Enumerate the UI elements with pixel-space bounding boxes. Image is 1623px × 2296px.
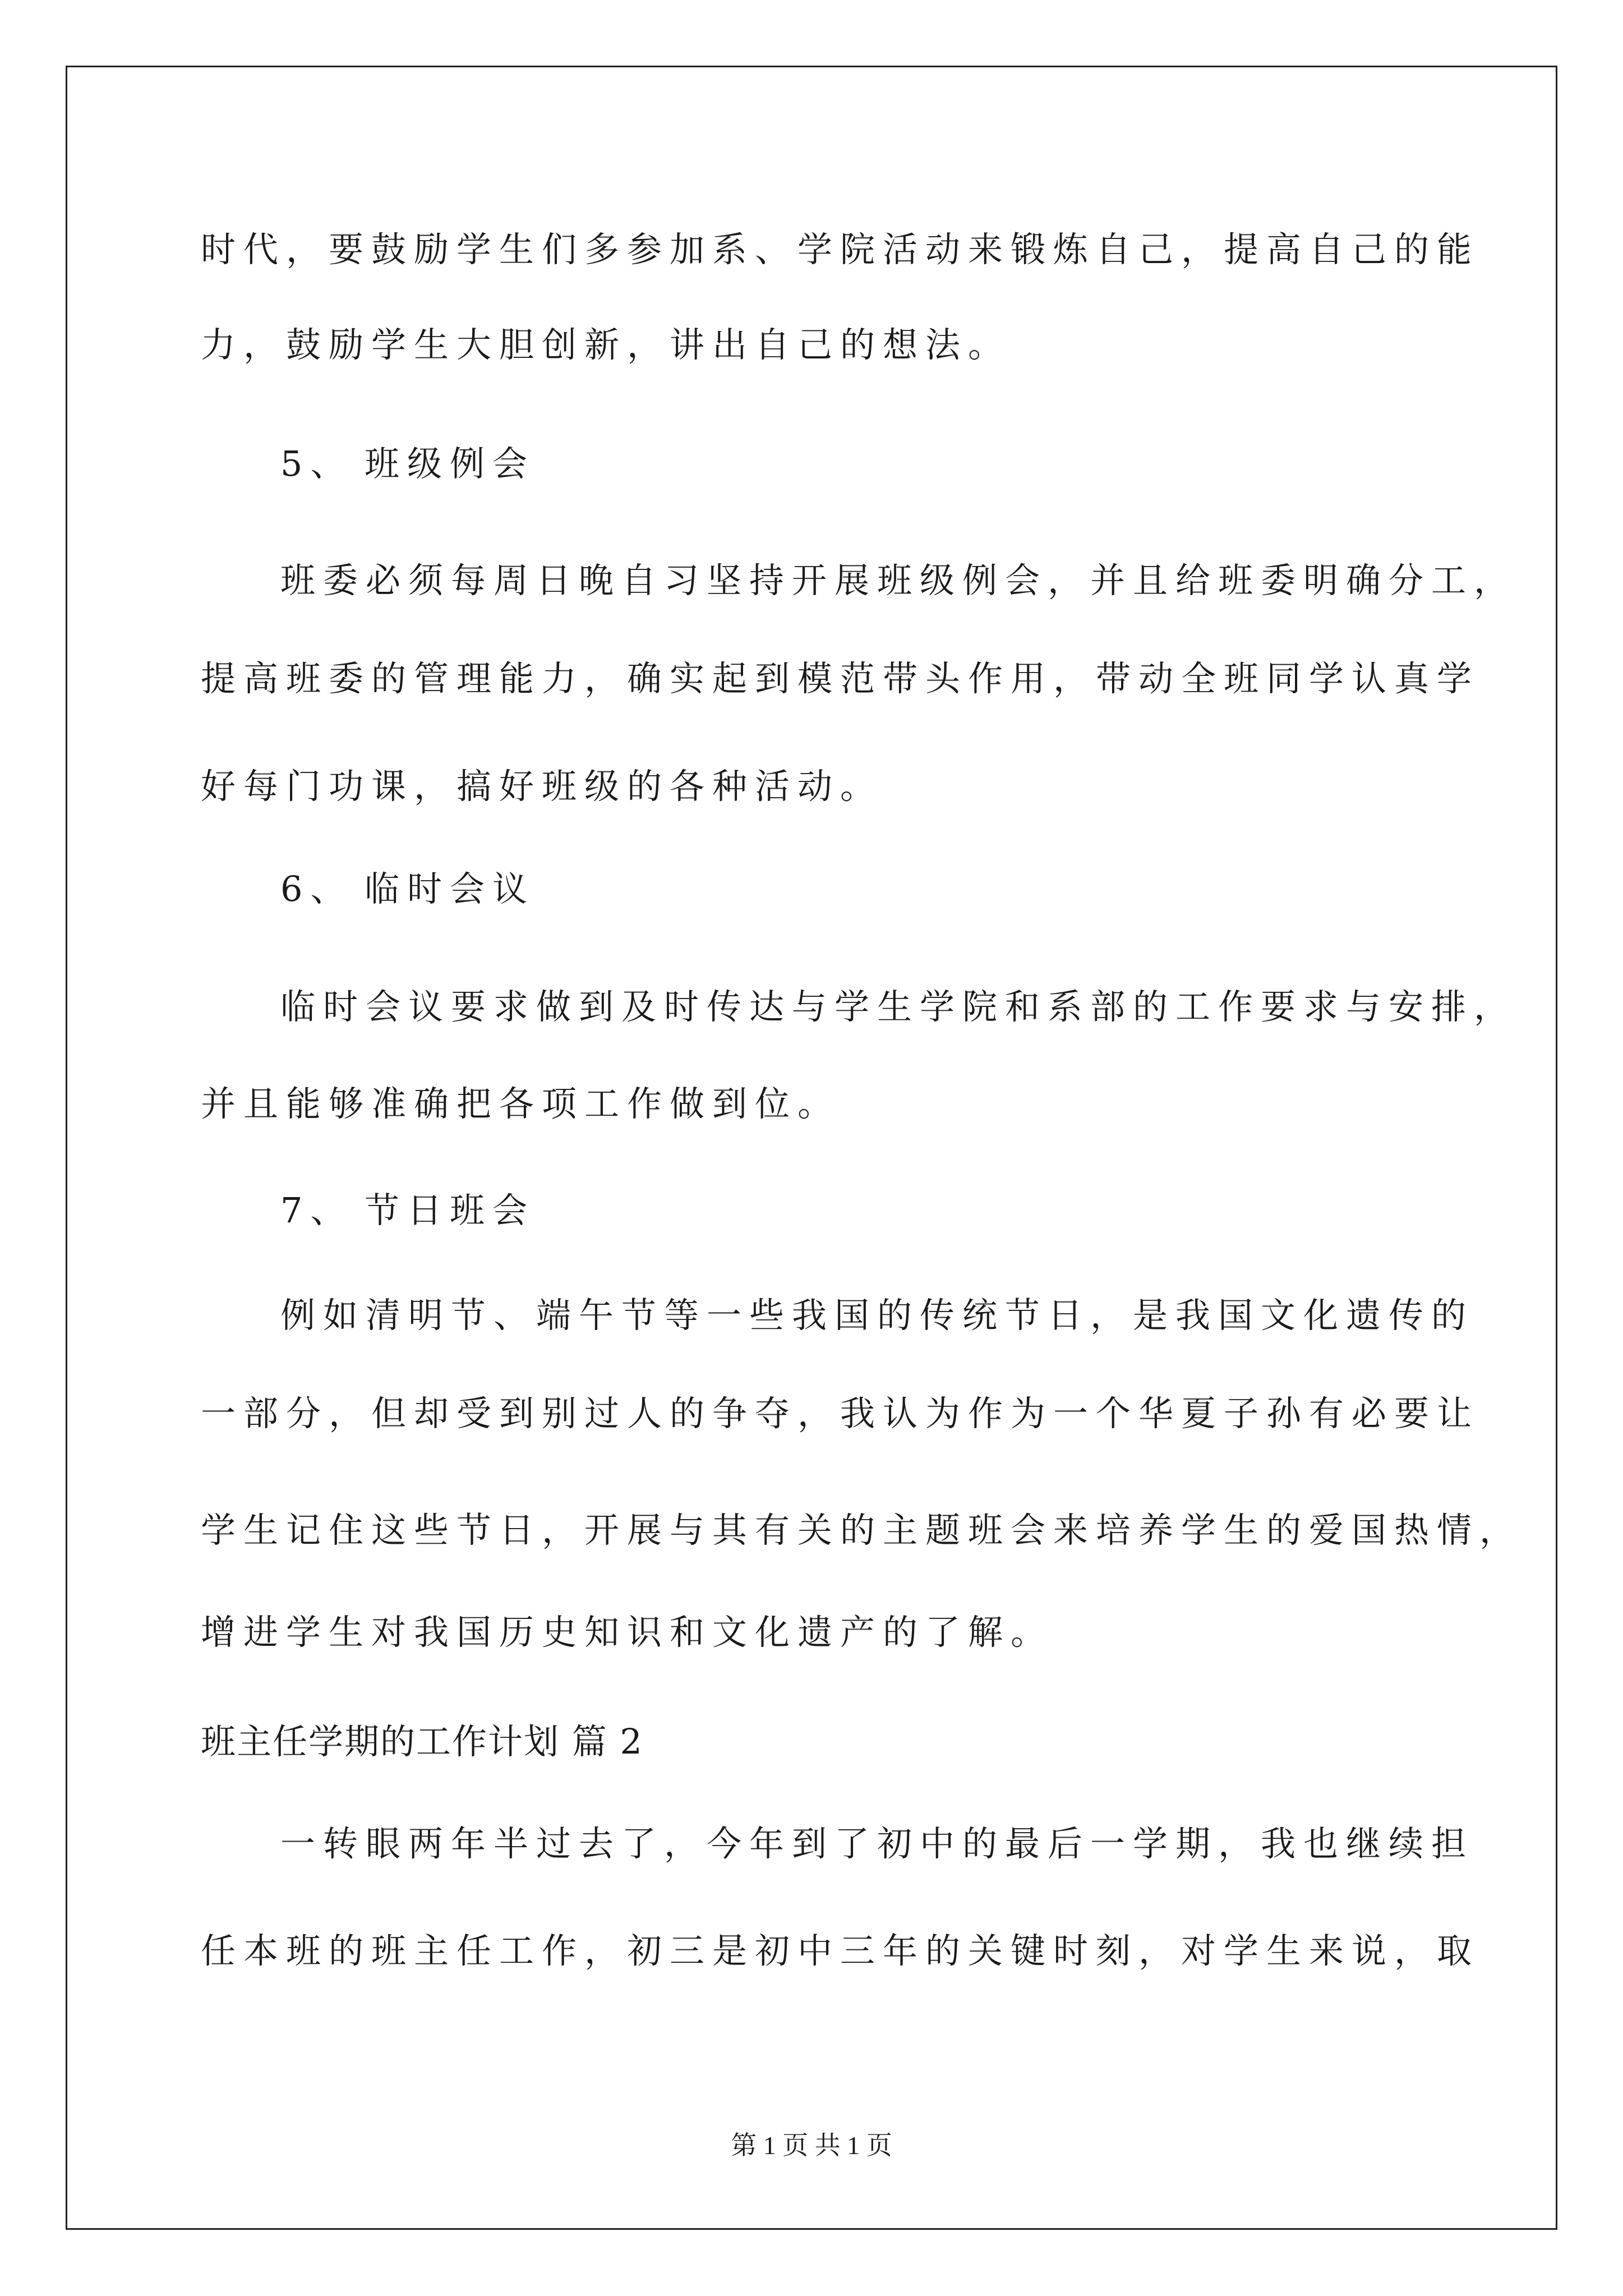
- paragraph-line: 班委必须每周日晚自习坚持开展班级例会，并且给班委明确分工，: [280, 560, 1517, 601]
- paragraph-line: 一部分，但却受到别过人的争夺，我认为作为一个华夏子孙有必要让: [201, 1393, 1480, 1434]
- paragraph-line: 力，鼓励学生大胆创新，讲出自己的想法。: [201, 324, 1011, 365]
- paragraph-line: 时代，要鼓励学生们多参加系、学院活动来锻炼自己，提高自己的能: [201, 229, 1480, 270]
- heading-number: 7、: [280, 1190, 353, 1231]
- paragraph-line: 一转眼两年半过去了，今年到了初中的最后一学期，我也继续担: [280, 1823, 1474, 1864]
- heading-number: 6、: [280, 868, 353, 909]
- paragraph-line: 任本班的班主任工作，初三是初中三年的关键时刻，对学生来说，取: [201, 1930, 1480, 1971]
- section-title: 班主任学期的工作计划 篇 2: [201, 1721, 643, 1762]
- heading-title: 临时会议: [365, 868, 536, 909]
- page-border: [66, 66, 1557, 2230]
- section-heading-7: [280, 1188, 535, 1233]
- heading-title: 班级例会: [365, 443, 536, 484]
- paragraph-line: 临时会议要求做到及时传达与学生学院和系部的工作要求与安排，: [280, 986, 1517, 1027]
- heading-title: 节日班会: [365, 1190, 536, 1231]
- paragraph-line: 学生记住这些节日，开展与其有关的主题班会来培养学生的爱国热情，: [201, 1510, 1523, 1550]
- section-heading-5: [280, 441, 535, 486]
- page-footer: 第 1 页 共 1 页: [731, 2131, 892, 2160]
- heading-number: 5、: [280, 443, 353, 484]
- paragraph-line: 好每门功课，搞好班级的各种活动。: [201, 766, 883, 807]
- paragraph-line: 并且能够准确把各项工作做到位。: [201, 1083, 841, 1124]
- paragraph-line: 增进学生对我国历史知识和文化遗产的了解。: [201, 1612, 1054, 1653]
- section-heading-6: [280, 867, 535, 912]
- paragraph-line: 提高班委的管理能力，确实起到模范带头作用，带动全班同学认真学: [201, 658, 1480, 699]
- paragraph-line: 例如清明节、端午节等一些我国的传统节日，是我国文化遗传的: [280, 1295, 1474, 1336]
